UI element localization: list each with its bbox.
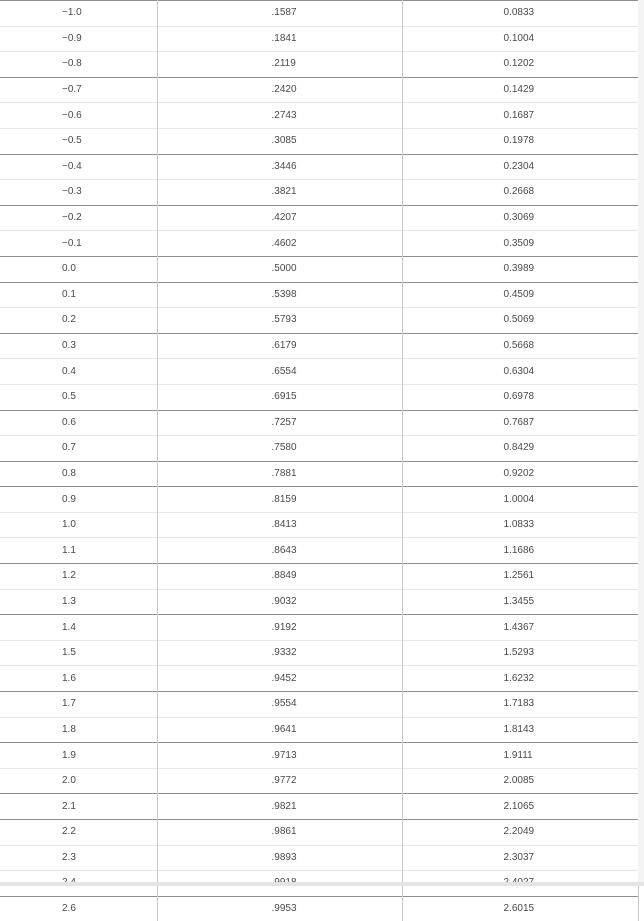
table-row [0, 231, 638, 257]
ordinate-cell: 2.3037 [402, 845, 638, 871]
ordinate-cell: 2.0085 [402, 768, 638, 794]
probability-cell: .9641 [157, 717, 402, 743]
probability-cell: .7881 [157, 461, 402, 487]
table-row [0, 717, 638, 743]
probability-cell: .7257 [157, 410, 402, 436]
table-row [0, 896, 638, 921]
table-row [0, 487, 638, 513]
z-value-cell: −0.7 [0, 77, 157, 103]
ordinate-cell: 1.6232 [402, 666, 638, 692]
z-value-cell: −0.8 [0, 52, 157, 78]
right-edge [638, 0, 644, 882]
z-value-cell: −0.2 [0, 205, 157, 231]
ordinate-cell: 2.2049 [402, 820, 638, 846]
z-value-cell: 0.0 [0, 256, 157, 282]
table-row [0, 180, 638, 206]
table-body [0, 1, 638, 921]
z-value-cell: 0.3 [0, 333, 157, 359]
table-row [0, 154, 638, 180]
table-row [0, 77, 638, 103]
table-row [0, 52, 638, 78]
ordinate-cell: 0.1429 [402, 77, 638, 103]
probability-cell: .9861 [157, 820, 402, 846]
ordinate-cell: 1.9111 [402, 743, 638, 769]
ordinate-cell: 0.0833 [402, 1, 638, 27]
probability-cell: .5000 [157, 256, 402, 282]
ordinate-cell: 0.6978 [402, 384, 638, 410]
probability-cell: .9953 [157, 896, 402, 921]
table-row [0, 845, 638, 871]
z-value-cell: 1.7 [0, 692, 157, 718]
table-row [0, 512, 638, 538]
probability-cell: .9554 [157, 692, 402, 718]
table-row [0, 692, 638, 718]
z-value-cell: −1.0 [0, 1, 157, 27]
z-value-cell: −0.6 [0, 103, 157, 129]
probability-cell: .8413 [157, 512, 402, 538]
table-row [0, 256, 638, 282]
probability-cell: .9713 [157, 743, 402, 769]
z-value-cell: 0.7 [0, 436, 157, 462]
z-value-cell: 1.3 [0, 589, 157, 615]
z-value-cell: 1.9 [0, 743, 157, 769]
probability-cell: .9452 [157, 666, 402, 692]
table-row [0, 820, 638, 846]
ordinate-cell: 1.3455 [402, 589, 638, 615]
probability-cell: .3821 [157, 180, 402, 206]
probability-cell: .9893 [157, 845, 402, 871]
probability-cell: .5793 [157, 308, 402, 334]
table-row [0, 359, 638, 385]
z-value-cell: −0.9 [0, 26, 157, 52]
table-row [0, 128, 638, 154]
z-value-cell: 2.2 [0, 820, 157, 846]
z-value-cell: 2.1 [0, 794, 157, 820]
z-value-cell: 0.1 [0, 282, 157, 308]
probability-cell: .3085 [157, 128, 402, 154]
z-value-cell: 0.5 [0, 384, 157, 410]
z-value-cell: −0.3 [0, 180, 157, 206]
probability-cell: .9772 [157, 768, 402, 794]
ordinate-cell: 0.2668 [402, 180, 638, 206]
table-row [0, 26, 638, 52]
z-value-cell: 2.3 [0, 845, 157, 871]
ordinate-cell: 1.0833 [402, 512, 638, 538]
probability-cell: .4602 [157, 231, 402, 257]
ordinate-cell: 0.1978 [402, 128, 638, 154]
z-value-cell: 1.1 [0, 538, 157, 564]
z-value-cell: 0.9 [0, 487, 157, 513]
table-row [0, 436, 638, 462]
table-row [0, 615, 638, 641]
z-value-cell: 1.4 [0, 615, 157, 641]
table-row [0, 640, 638, 666]
probability-cell: .3446 [157, 154, 402, 180]
probability-cell: .2119 [157, 52, 402, 78]
ordinate-cell: 0.3989 [402, 256, 638, 282]
probability-cell: .5398 [157, 282, 402, 308]
table-row [0, 1, 638, 27]
ordinate-cell: 0.1202 [402, 52, 638, 78]
ordinate-cell: 1.0004 [402, 487, 638, 513]
ordinate-cell: 1.4367 [402, 615, 638, 641]
table-row [0, 282, 638, 308]
probability-cell: .8643 [157, 538, 402, 564]
probability-cell: .9332 [157, 640, 402, 666]
ordinate-cell: 2.6015 [402, 896, 638, 921]
probability-cell: .2743 [157, 103, 402, 129]
z-value-cell: −0.4 [0, 154, 157, 180]
table-row [0, 743, 638, 769]
probability-cell: .6554 [157, 359, 402, 385]
ordinate-cell: 0.1004 [402, 26, 638, 52]
ordinate-cell: 0.7687 [402, 410, 638, 436]
ordinate-cell: 1.2561 [402, 564, 638, 590]
probability-cell: .2420 [157, 77, 402, 103]
table-row [0, 308, 638, 334]
probability-cell: .8849 [157, 564, 402, 590]
probability-cell: .6179 [157, 333, 402, 359]
probability-cell: .6915 [157, 384, 402, 410]
table-row [0, 538, 638, 564]
ordinate-cell: 1.5293 [402, 640, 638, 666]
z-value-cell: −0.5 [0, 128, 157, 154]
ordinate-cell: 0.3069 [402, 205, 638, 231]
ordinate-cell: 1.1686 [402, 538, 638, 564]
table-row [0, 333, 638, 359]
probability-cell: .9821 [157, 794, 402, 820]
table-row [0, 794, 638, 820]
z-value-cell: −0.1 [0, 231, 157, 257]
z-value-cell: 2.6 [0, 896, 157, 921]
table-row [0, 205, 638, 231]
z-value-cell: 0.2 [0, 308, 157, 334]
z-value-cell: 1.6 [0, 666, 157, 692]
ordinate-cell: 0.5069 [402, 308, 638, 334]
z-value-cell: 0.6 [0, 410, 157, 436]
ordinate-cell: 0.6304 [402, 359, 638, 385]
table-row [0, 410, 638, 436]
table-row [0, 666, 638, 692]
ordinate-cell: 0.8429 [402, 436, 638, 462]
ordinate-cell: 0.9202 [402, 461, 638, 487]
z-value-cell: 1.0 [0, 512, 157, 538]
probability-cell: .9032 [157, 589, 402, 615]
probability-cell: .1587 [157, 1, 402, 27]
ordinate-cell: 0.5668 [402, 333, 638, 359]
z-value-cell: 0.8 [0, 461, 157, 487]
table-row [0, 384, 638, 410]
probability-cell: .7580 [157, 436, 402, 462]
z-value-cell: 1.2 [0, 564, 157, 590]
z-value-cell: 0.4 [0, 359, 157, 385]
ordinate-cell: 0.3509 [402, 231, 638, 257]
ordinate-cell: 0.1687 [402, 103, 638, 129]
ordinate-cell: 1.8143 [402, 717, 638, 743]
probability-cell: .8159 [157, 487, 402, 513]
z-value-cell: 1.8 [0, 717, 157, 743]
ordinate-cell: 0.2304 [402, 154, 638, 180]
z-value-cell: 2.0 [0, 768, 157, 794]
ordinate-cell: 0.4509 [402, 282, 638, 308]
bottom-scroll-edge [0, 882, 644, 886]
ordinate-cell: 1.7183 [402, 692, 638, 718]
table-row [0, 461, 638, 487]
probability-cell: .4207 [157, 205, 402, 231]
table-row [0, 768, 638, 794]
z-value-cell: 1.5 [0, 640, 157, 666]
ordinate-cell: 2.1065 [402, 794, 638, 820]
table-row [0, 564, 638, 590]
table-row [0, 103, 638, 129]
probability-cell: .1841 [157, 26, 402, 52]
probability-cell: .9192 [157, 615, 402, 641]
table-row [0, 589, 638, 615]
